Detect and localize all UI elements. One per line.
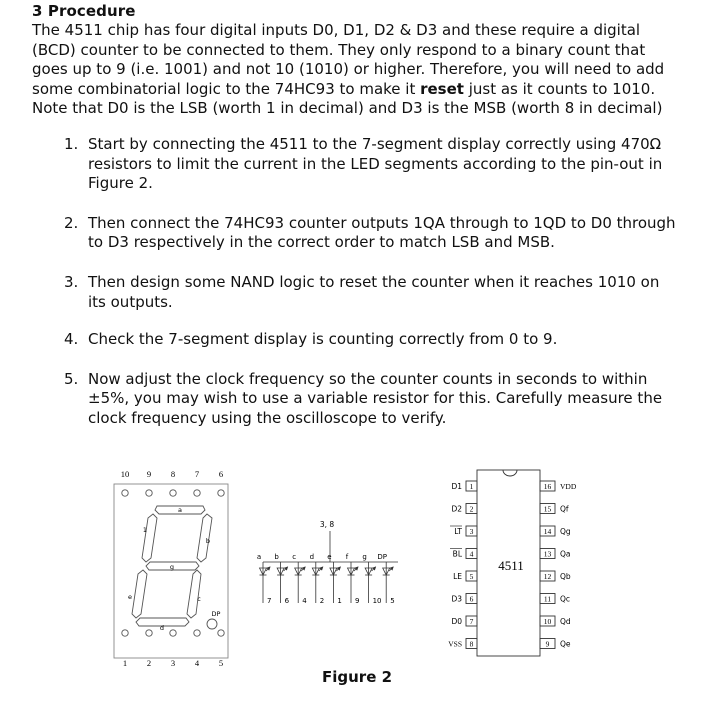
step-text: Now adjust the clock frequency so the counter counts in seconds to within ±5%, you may wish to use a variable resistor for this. Carefully measure the clock frequency using the oscilloscope to verify.: [88, 369, 663, 427]
segment-label-dp: DP: [211, 610, 221, 618]
left-pin-label: BL: [452, 549, 462, 559]
diode-pin-label: 6: [284, 597, 290, 605]
right-pin-number: 11: [543, 594, 552, 604]
right-pin-label: VDD: [560, 482, 577, 491]
display-pin-label: 1: [122, 658, 128, 668]
diode-pin-label: 9: [355, 597, 360, 605]
segment-e: [132, 570, 147, 618]
segment-label-g: g: [169, 563, 175, 571]
right-pin-label: Qe: [560, 639, 571, 649]
intro-text-before: The 4511 chip has four digital inputs D0, D1, D2 & D3 and these require a digital (BCD) counter to be connected to them. They only respond to a binary count that goes up to 9 (i.e. 1001) and not 10 (1010) or higher. Therefore, you will need to add some combinatorial logic to the 74HC93 to make it: [32, 21, 665, 98]
display-outline: [114, 484, 228, 658]
right-pin-number: 14: [543, 527, 552, 536]
segment-label-c: c: [197, 595, 201, 603]
figure-caption: Figure 2: [322, 668, 393, 686]
diode-pin-label: 7: [267, 597, 272, 605]
step-number: 2.: [64, 213, 79, 232]
diode-pin-label: 5: [390, 597, 395, 605]
diode-pin-label: 4: [302, 597, 307, 605]
left-pin-label: D0: [451, 617, 462, 626]
left-pin-label: D2: [451, 504, 462, 514]
chip-notch: [503, 470, 517, 476]
step-number: 4.: [64, 330, 79, 349]
left-pin-number: 1: [469, 482, 474, 491]
left-pin-label: D1: [451, 482, 462, 491]
display-pin-label: 5: [218, 658, 224, 668]
diode-label: f: [345, 553, 349, 561]
diode-pin-label: 2: [319, 597, 325, 605]
section-heading: 3 Procedure: [32, 2, 136, 20]
left-pin-label: D3: [451, 594, 462, 604]
segment-label-a: a: [178, 506, 182, 514]
diode-labels: [257, 553, 395, 605]
right-pin-number: 12: [543, 572, 552, 581]
display-pin-label: 2: [146, 658, 152, 668]
right-pin-number: 13: [543, 549, 552, 559]
right-pin-label: Qd: [560, 617, 571, 626]
segment-label-b: b: [205, 537, 211, 545]
left-pin-number: 2: [469, 504, 474, 514]
left-mark-label: 1: [142, 526, 148, 534]
left-pin-number: 3: [469, 527, 474, 536]
intro-text-after: just as it counts to 1010. Note that D0 is the LSB (worth 1 in decimal) and D3 is the MSB (worth 8 in decimal): [32, 79, 663, 118]
step-number: 1.: [64, 135, 79, 153]
diode-label: b: [274, 553, 279, 561]
display-pin-label: 4: [194, 658, 200, 668]
segment-f: [142, 514, 157, 562]
segment-dp: [207, 619, 217, 629]
step-number: 3.: [64, 272, 79, 291]
diode-label: e: [327, 553, 332, 561]
step-text: Then connect the 74HC93 counter outputs 1QA through to 1QD to D0 through to D3 respectively in the correct order to match LSB and MSB.: [88, 213, 676, 252]
left-pin-number: 6: [469, 594, 474, 604]
diode-label: g: [362, 553, 367, 561]
display-pin-label: 9: [146, 469, 152, 479]
left-pin-label: VSS: [448, 639, 462, 649]
right-pin-number: 9: [545, 639, 550, 649]
right-pin-number: 16: [543, 482, 552, 491]
display-top-pin-labels: [121, 469, 223, 479]
diode-common-label: 3, 8: [319, 520, 335, 529]
segment-label-d: d: [159, 624, 165, 632]
step-text: Check the 7-segment display is counting correctly from 0 to 9.: [88, 330, 558, 349]
right-pin-number: 15: [543, 504, 552, 514]
left-pin-number: 4: [469, 549, 474, 559]
display-pin-label: 8: [170, 469, 176, 479]
display-pin-label: 10: [120, 469, 130, 479]
diode-label: DP: [377, 553, 388, 561]
diode-pin-label: 10: [372, 597, 382, 605]
step-text: Then design some NAND logic to reset the counter when it reaches 1010 on its outputs.: [88, 272, 660, 311]
right-pin-label: Qg: [560, 527, 571, 536]
seven-segment-display: [114, 484, 228, 658]
left-pin-label: LT: [454, 527, 462, 536]
right-pin-label: Qc: [560, 594, 571, 604]
bottom-pin-circles: [122, 630, 224, 636]
left-pin-number: 5: [469, 572, 474, 581]
segment-c: [187, 570, 201, 618]
intro-bold-word: reset: [420, 79, 464, 98]
step-text: Start by connecting the 4511 to the 7-segment display correctly using 470Ω resistors to limit the current in the LED segments according to the pin-out in Figure 2.: [88, 135, 663, 193]
led-diode-array: [260, 531, 399, 603]
top-pin-circles: [122, 490, 224, 496]
diode-label: c: [292, 553, 297, 561]
left-pin-number: 7: [469, 617, 474, 626]
right-pin-label: Qb: [560, 572, 571, 581]
display-pin-label: 6: [218, 469, 224, 479]
display-bottom-pin-labels: [123, 658, 223, 668]
display-pin-label: 7: [194, 469, 200, 479]
diode-label: a: [256, 553, 262, 561]
left-pin-label: LE: [453, 572, 462, 581]
segment-letter-labels: [128, 506, 221, 632]
right-pin-number: 10: [543, 617, 552, 626]
right-pin-label: Qf: [560, 504, 569, 514]
display-pin-label: 3: [170, 658, 176, 668]
right-pin-label: Qa: [560, 549, 571, 559]
diode-label: d: [309, 553, 315, 561]
diode-pin-label: 1: [337, 597, 342, 605]
left-pin-number: 8: [469, 639, 474, 649]
step-number: 5.: [64, 369, 79, 388]
chip-name: 4511: [498, 558, 524, 573]
segment-label-e: e: [128, 593, 132, 601]
